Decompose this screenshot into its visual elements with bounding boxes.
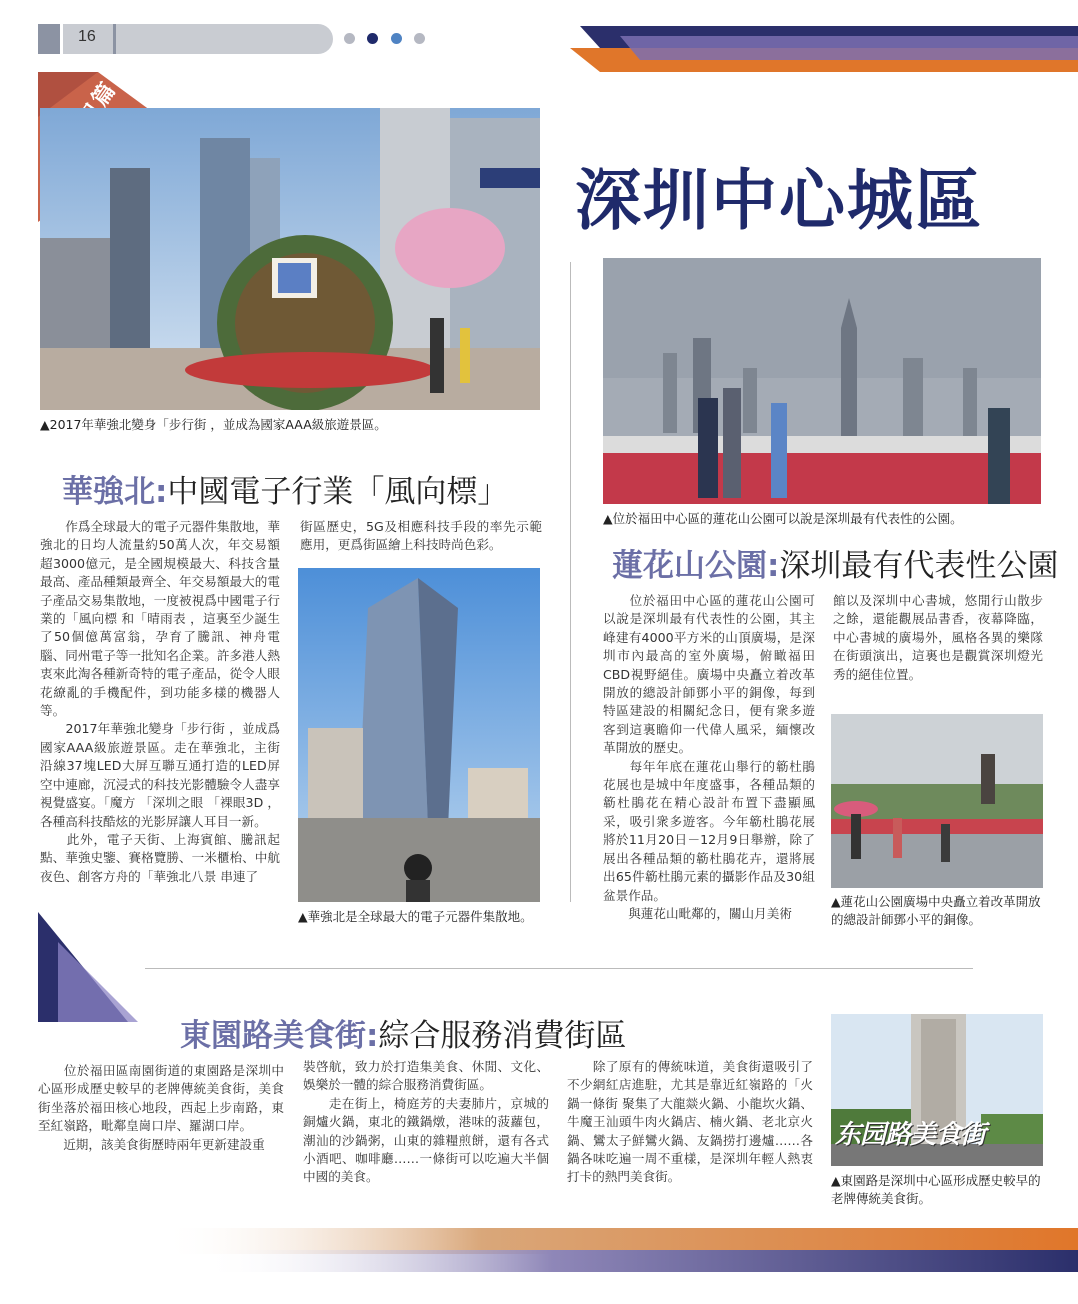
- paragraph: 除了原有的傳統味道，美食街還吸引了不少網紅店進駐，尤其是靠近紅嶺路的「火鍋一條街 聚集了大龍燚火鍋、小龍坎火鍋、牛魔王汕頭牛肉火鍋店、楠火鍋、老北京火鍋、鸞太子鮮鸞火鍋、友鍋捞打邊爐……各鍋各味吃遍一周不重樣，是深圳年輕人熱衷打卡的熱門美食街。: [567, 1059, 813, 1185]
- huaqiangbei-photo1-caption: ▲2017年華強北變身「步行街 ，並成為國家AAA級旅遊景區。: [40, 417, 387, 432]
- paragraph: 街區歷史，5G及相應科技手段的率先示範應用，更爲街區繪上科技時尚色彩。: [300, 519, 542, 553]
- header-divider: [113, 24, 116, 54]
- title-colon: :: [155, 474, 168, 510]
- paragraph: 近期，該美食街歷時兩年更新建設重: [38, 1136, 265, 1152]
- lianhuashan-park-photo: [603, 258, 1041, 504]
- dongyuan-column-2: [303, 1058, 549, 1187]
- paragraph: 裝啓航，致力於打造集美食、休閒、文化、娛樂於一體的綜合服務消費街區。: [303, 1059, 549, 1093]
- page-number: 16: [78, 28, 96, 45]
- paragraph: 每年年底在蓮花山舉行的簕杜鵑花展也是城中年度盛事，各種品類的簕杜鵑花在精心設計布置下盡顯風采，吸引衆多遊客。今年簕杜鵑花展將於11月20日－12月9日舉辦，除了展出各種品類的簕杜鵑花卉，還將展出65件簕杜鵑元素的攝影作品及30組盆景作品。: [603, 758, 815, 903]
- huaqiangbei-column-1: [40, 518, 280, 886]
- dongyuan-column-3: [567, 1058, 813, 1187]
- paragraph: 2017年華強北變身「步行街 ，並成爲國家AAA級旅遊景區。走在華強北，主街沿線37塊LED大屏互聯互通打造的LED屏空中連廊，沉浸式的科技光影體驗令人盡享視覺盛宴。「魔方 「深圳之眼 「裸眼3D ，各種高科技酷炫的光影屏讓人耳目一新。: [40, 721, 280, 829]
- page-title: 深圳中心城區: [575, 161, 983, 239]
- paragraph: 與蓮花山毗鄰的，關山月美術: [603, 905, 792, 921]
- footer-ribbon: [0, 1228, 1078, 1288]
- header-ribbon: [560, 26, 1078, 76]
- dongyuan-column-1: [38, 1062, 284, 1154]
- dongyuan-photo-caption: ▲東園路是深圳中心區形成歷史較早的老牌傳統美食街。: [831, 1173, 1041, 1206]
- section-divider: [145, 968, 973, 969]
- header-dot: [344, 33, 355, 44]
- header-dot: [414, 33, 425, 44]
- dongyuan-section-title: [180, 1010, 626, 1055]
- title-colon: :: [366, 1018, 379, 1054]
- huaqiangbei-tower-photo: [298, 568, 540, 902]
- header-tab: [38, 24, 60, 54]
- lianhuashan-section-title: [612, 540, 1058, 585]
- huaqiangbei-column-2: [300, 518, 542, 555]
- dongyuan-title-highlight: 東園路美食街: [180, 1018, 366, 1054]
- title-colon: :: [767, 548, 780, 584]
- header-dot: [391, 33, 402, 44]
- decorative-triangles: [38, 912, 148, 1022]
- header-divider: [60, 24, 63, 54]
- lianhuashan-column-1: [603, 592, 815, 923]
- lianhuashan-statue-photo: [831, 714, 1043, 888]
- huaqiangbei-title-rest: 中國電子行業「風向標」: [167, 474, 509, 510]
- paragraph: 位於福田中心區的蓮花山公園可以說是深圳最有代表性的公園，其主峰建有4000平方米的山頂廣場，是深圳市內最高的室外廣場，俯瞰福田CBD視野絕佳。廣場中央矗立着改革開放的總設計師鄧小平的銅像，每到特區建設的相關紀念日，便有衆多遊客到這裏瞻仰一代偉人風采，緬懷改革開放的歷史。: [603, 593, 815, 756]
- lianhuashan-photo1-caption: ▲位於福田中心區的蓮花山公園可以說是深圳最有代表性的公園。: [603, 511, 963, 526]
- lianhuashan-title-rest: 深圳最有代表性公園: [779, 548, 1059, 584]
- paragraph: 作爲全球最大的電子元器件集散地，華強北的日均人流量約50萬人次，年交易額超3000億元，是全國規模最大、科技含量最高、產品種類最齊全、年交易額最大的電子產品交易集散地，一度被視爲中國電子行業的「風向標 和「晴雨表 ，這裏至少誕生了50個億萬富翁，孕育了騰訊、神舟電腦、同州電子等一批知名企業。許多港人熱衷來此淘各種新奇特的電子產品，從令人眼花繚亂的手機配件，到功能多樣的機器人等。: [40, 519, 280, 719]
- dongyuan-title-rest: 綜合服務消費街區: [378, 1018, 627, 1054]
- paragraph: 館以及深圳中心書城，悠閒行山散步之餘，還能觀展品書香，夜幕降臨，中心書城的廣場外，風格各異的樂隊在街頭演出，這裏也是觀賞深圳燈光秀的絕佳位置。: [833, 593, 1043, 682]
- huaqiangbei-photo2-caption: ▲華強北是全球最大的電子元器件集散地。: [298, 909, 533, 924]
- huaqiangbei-plaza-photo: [40, 108, 540, 410]
- huaqiangbei-section-title: [62, 466, 508, 511]
- column-divider: [570, 262, 571, 902]
- dongyuan-street-photo: [831, 1014, 1043, 1166]
- dongyuan-sign-text: 东园路美食街: [835, 1120, 986, 1150]
- paragraph: 走在街上，椅庭芳的夫妻肺片，京城的銅爐火鍋，東北的鐵鍋燉，港味的菠蘿包，潮汕的沙鍋粥，山東的雜糧煎餅，還有各式小酒吧、咖啡廳……一條街可以吃遍大半個中國的美食。: [303, 1095, 549, 1185]
- header-dot: [367, 33, 378, 44]
- huaqiangbei-title-highlight: 華強北: [62, 474, 155, 510]
- paragraph: 此外，電子天街、上海賓館、騰訊起點、華強史鑒、賽格覽勝、一米櫃枱、中航夜色、創客方舟的「華強北八景 串連了: [40, 831, 280, 884]
- lianhuashan-photo2-caption: ▲蓮花山公園廣場中央矗立着改革開放的總設計師鄧小平的銅像。: [831, 894, 1041, 927]
- paragraph: 位於福田區南園街道的東園路是深圳中心區形成歷史較早的老牌傳統美食街，美食街坐落於福田核心地段，西起上步南路，東至紅嶺路，毗鄰皇崗口岸、羅湖口岸。: [38, 1063, 284, 1134]
- lianhuashan-title-highlight: 蓮花山公園: [612, 548, 767, 584]
- lianhuashan-column-2: [833, 592, 1043, 684]
